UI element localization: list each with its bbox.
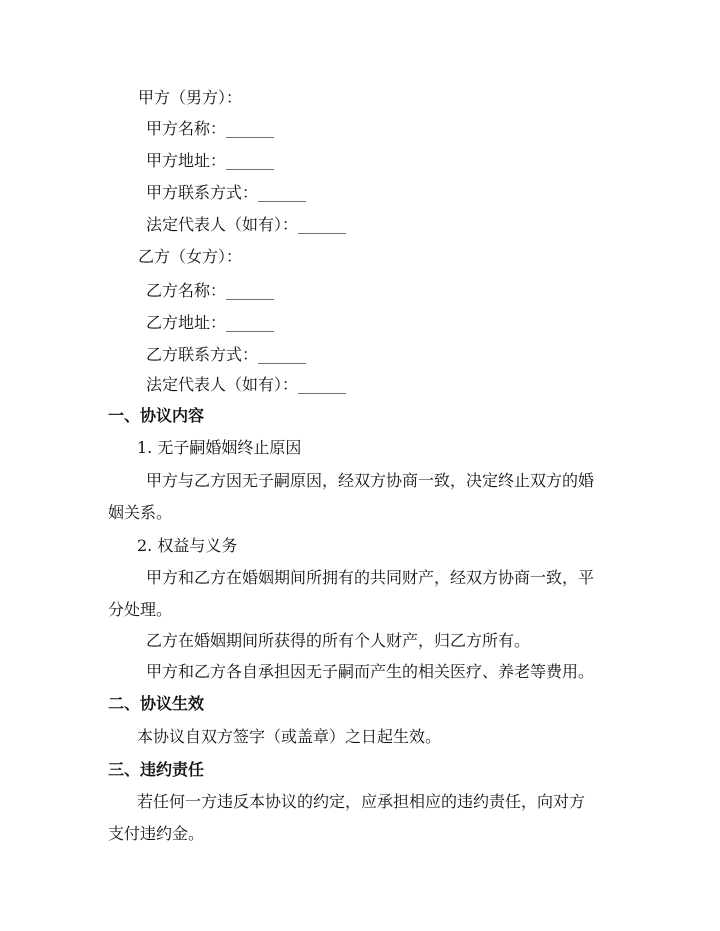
item-2-p3: 甲方和乙方各自承担因无子嗣而产生的相关医疗、养老等费用。 <box>146 662 595 681</box>
party-b-name: 乙方名称：______ <box>146 281 275 300</box>
party-b-heading: 乙方（女方）： <box>138 247 243 266</box>
item-2-p1-line2: 分处理。 <box>108 600 173 619</box>
section-2-text: 本协议自双方签字（或盖章）之日起生效。 <box>137 727 442 746</box>
party-a-contact: 甲方联系方式：______ <box>146 183 307 202</box>
party-a-heading: 甲方（男方）： <box>138 88 243 107</box>
section-3-heading: 三、违约责任 <box>108 760 205 779</box>
party-b-contact: 乙方联系方式：______ <box>146 345 307 364</box>
party-b-address: 乙方地址：______ <box>146 313 275 332</box>
item-2-title: 2. 权益与义务 <box>137 536 238 555</box>
party-a-name: 甲方名称：______ <box>146 119 275 138</box>
item-1-text-line1: 甲方与乙方因无子嗣原因，经双方协商一致，决定终止双方的婚 <box>146 471 595 490</box>
item-2-p1-line1: 甲方和乙方在婚姻期间所拥有的共同财产，经双方协商一致，平 <box>146 568 595 587</box>
item-2-p2: 乙方在婚姻期间所获得的所有个人财产，归乙方所有。 <box>146 631 531 650</box>
item-1-title: 1. 无子嗣婚姻终止原因 <box>137 438 302 457</box>
section-2-heading: 二、协议生效 <box>108 694 205 713</box>
item-1-text-line2: 姻关系。 <box>108 503 173 522</box>
party-a-address: 甲方地址：______ <box>146 151 275 170</box>
section-3-text-line2: 支付违约金。 <box>108 824 205 843</box>
party-b-legal-rep: 法定代表人（如有）：______ <box>146 375 347 394</box>
section-3-text-line1: 若任何一方违反本协议的约定，应承担相应的违约责任，向对方 <box>137 792 586 811</box>
party-a-legal-rep: 法定代表人（如有）：______ <box>146 215 347 234</box>
section-1-heading: 一、协议内容 <box>108 406 205 425</box>
